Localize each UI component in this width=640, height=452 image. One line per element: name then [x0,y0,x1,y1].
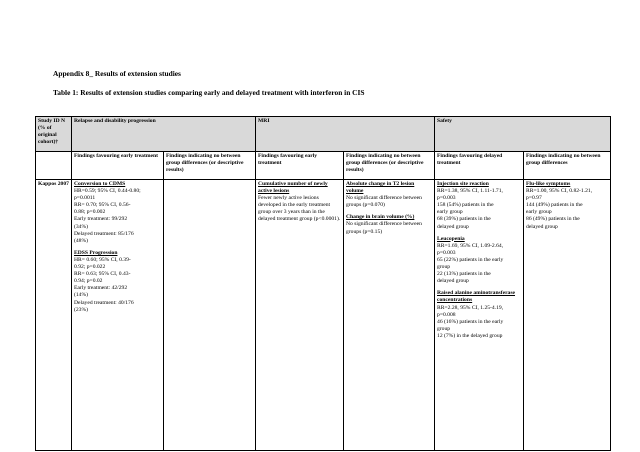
alanine-line: group [437,325,451,332]
alanine-line: RR=2.28, 95% CI, 1.25-4.19, [437,304,504,311]
leucopenia-title: Leucopenia [437,235,465,242]
flu-like-line: early group [526,209,552,216]
safety-none-cell [524,180,611,451]
brain-volume-title: Change in brain volume (%) [346,214,415,221]
appendix-title: Appendix 8_ Results of extension studies [53,69,181,78]
brain-volume-text: No significant difference between groups (p=0.15) [346,221,422,235]
subheader-relapse-early: Findings favouring early treatment [72,152,164,180]
conversion-title: Conversion to CDMS [74,181,126,187]
header-row [36,117,611,152]
safety-delayed-cell [435,180,524,451]
alanine-line: 12 (7%) in the delayed group [437,332,503,339]
edss-title: EDSS Progression [74,249,118,256]
edss-line: (23%) [74,306,88,313]
lesions-title: Cumulative number of newly active lesions [258,181,328,195]
flu-like-title: Flu-like symptoms [526,181,571,187]
edss-line: Early treatment: 42/292 [74,285,128,292]
injection-line: RR=1.38, 95% CI, 1.11-1.71, [437,188,503,195]
injection-line: early group [437,209,463,216]
leucopenia-line: RR=1.69, 95% CI, 1.09-2.64, [437,242,504,249]
flu-like-line: 144 (49%) patients in the [526,202,583,209]
relapse-early-cell [72,180,164,451]
edss-line: HR= 0.60; 95% CI, 0.39- [74,256,131,263]
leucopenia-line: 65 (22%) patients in the early [437,256,504,263]
mri-none-cell [344,180,435,451]
subheader-safety-none: Findings indicating no between group differences [524,152,611,180]
conversion-line: HR=0.59; 95% CI, 0.44-0.80; [74,188,141,195]
alanine-line: 46 (16%) patients in the early [437,318,504,325]
conversion-line: RR= 0.70; 95% CI, 0.56- [74,202,131,209]
injection-line: 68 (39%) patients in the [437,216,491,223]
conversion-line: p=0.0011 [74,195,96,202]
table-title: Table 1: Results of extension studies comparing early and delayed treatment with interferon in CIS [53,88,365,97]
injection-line: 158 (54%) patients in the [437,202,494,209]
flu-like-line: delayed group [526,223,558,230]
flu-like-line: RR=1.00, 95% CI, 0.82-1.21, [526,188,593,195]
mri-early-cell [256,180,344,451]
lesions-text: Fewer newly active lesions developed in the early treatment group over 3 years than in the delayed treatment group (p<0.0001). [258,195,341,223]
edss-line: (14%) [74,292,88,299]
injection-line: delayed group [437,223,469,230]
alanine-line: p=0.008 [437,311,456,318]
edss-line: 0.94; p=0.02 [74,278,103,285]
conversion-line: Delayed treatment: 85/176 [74,230,134,237]
flu-like-line: 86 (49%) patients in the [526,216,580,223]
conversion-line: (34%) [74,223,88,230]
edss-line: RR= 0.63; 95% CI, 0.43- [74,271,131,278]
conversion-line: 0.88; p=0.002 [74,209,106,216]
subheader-row [36,152,611,180]
t2-volume-title: Absolute change in T2 lesion volume [346,181,415,195]
header-relapse: Relapse and disability progression [72,117,256,152]
subheader-safety-delayed: Findings favouring delayed treatment [435,152,524,180]
leucopenia-line: 22 (13%) patients in the [437,271,491,278]
relapse-none-cell [164,180,256,451]
header-mri: MRI [256,117,435,152]
subheader-mri-none: Findings indicating no between group differences (or descriptive results) [344,152,435,180]
study-cell: Kappos 2007 [36,180,72,451]
edss-line: Delayed treatment: 40/176 [74,299,134,306]
leucopenia-line: p=0.003 [437,249,456,256]
header-safety: Safety [435,117,611,152]
flu-like-line: p=0.97 [526,195,542,202]
results-table [35,116,611,451]
injection-site-title: Injection site reaction [437,181,489,187]
alanine-title: Raised alanine aminotransferase concentrations [437,290,516,304]
subheader-relapse-none: Findings indicating no between group differences (or descriptive results) [164,152,256,180]
conversion-line: Early treatment: 99/292 [74,216,128,223]
subheader-mri-early: Findings favouring early treatment [256,152,344,180]
leucopenia-line: delayed group [437,278,469,285]
header-study-id: Study ID N (% of original cohort)† [36,117,72,152]
edss-line: 0.92; p=0.022 [74,264,106,271]
table-row [36,180,611,451]
conversion-line: (48%) [74,237,88,244]
injection-line: p=0.003 [437,195,456,202]
t2-volume-text: No significant difference between groups (p=0.070) [346,195,422,209]
leucopenia-line: group [437,264,451,271]
subheader-empty [36,152,72,180]
